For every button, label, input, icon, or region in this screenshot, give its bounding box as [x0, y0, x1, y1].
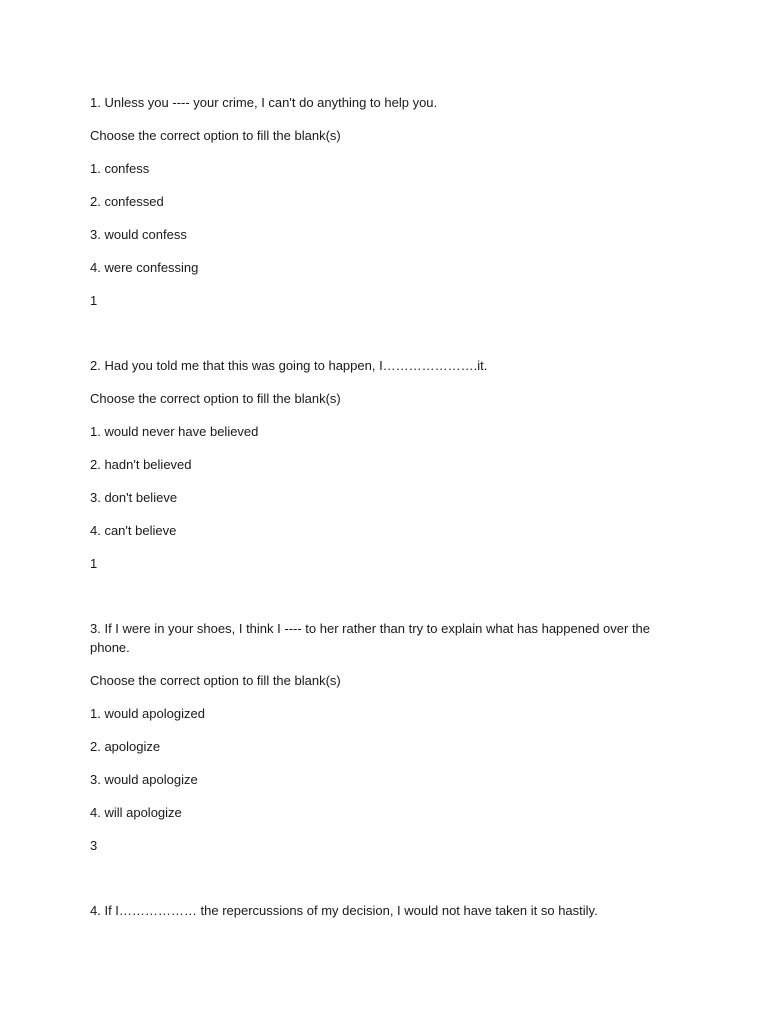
question-stem: 2. Had you told me that this was going to happen, I………………….it.: [90, 358, 488, 373]
question-3: [90, 619, 650, 855]
option-3: 3. would confess: [90, 227, 187, 242]
answer: 3: [90, 838, 98, 853]
option-2: 2. hadn't believed: [90, 457, 192, 472]
answer: 1: [90, 293, 98, 308]
option-1: 1. would apologized: [90, 706, 205, 721]
spacer: [90, 855, 650, 901]
option-4: 4. will apologize: [90, 805, 182, 820]
option-2: 2. apologize: [90, 739, 161, 754]
option-1: 1. would never have believed: [90, 424, 259, 439]
option-2: 2. confessed: [90, 194, 164, 209]
question-instruction: Choose the correct option to fill the blank(s): [90, 128, 341, 143]
question-stem: 4. If I……………… the repercussions of my decision, I would not have taken it so hastily.: [90, 903, 598, 918]
question-stem: 3. If I were in your shoes, I think I ---- to her rather than try to explain what has happened over the phone.: [90, 621, 651, 655]
spacer: [90, 310, 650, 356]
question-1: [90, 93, 650, 310]
answer: 1: [90, 556, 98, 571]
document-page: [90, 93, 650, 920]
question-stem: 1. Unless you ---- your crime, I can't do anything to help you.: [90, 95, 438, 110]
question-4: [90, 901, 650, 920]
spacer: [90, 573, 650, 619]
option-1: 1. confess: [90, 161, 150, 176]
option-3: 3. would apologize: [90, 772, 198, 787]
question-instruction: Choose the correct option to fill the blank(s): [90, 673, 341, 688]
question-instruction: Choose the correct option to fill the blank(s): [90, 391, 341, 406]
option-3: 3. don't believe: [90, 490, 178, 505]
question-2: [90, 356, 650, 573]
option-4: 4. were confessing: [90, 260, 199, 275]
option-4: 4. can't believe: [90, 523, 177, 538]
